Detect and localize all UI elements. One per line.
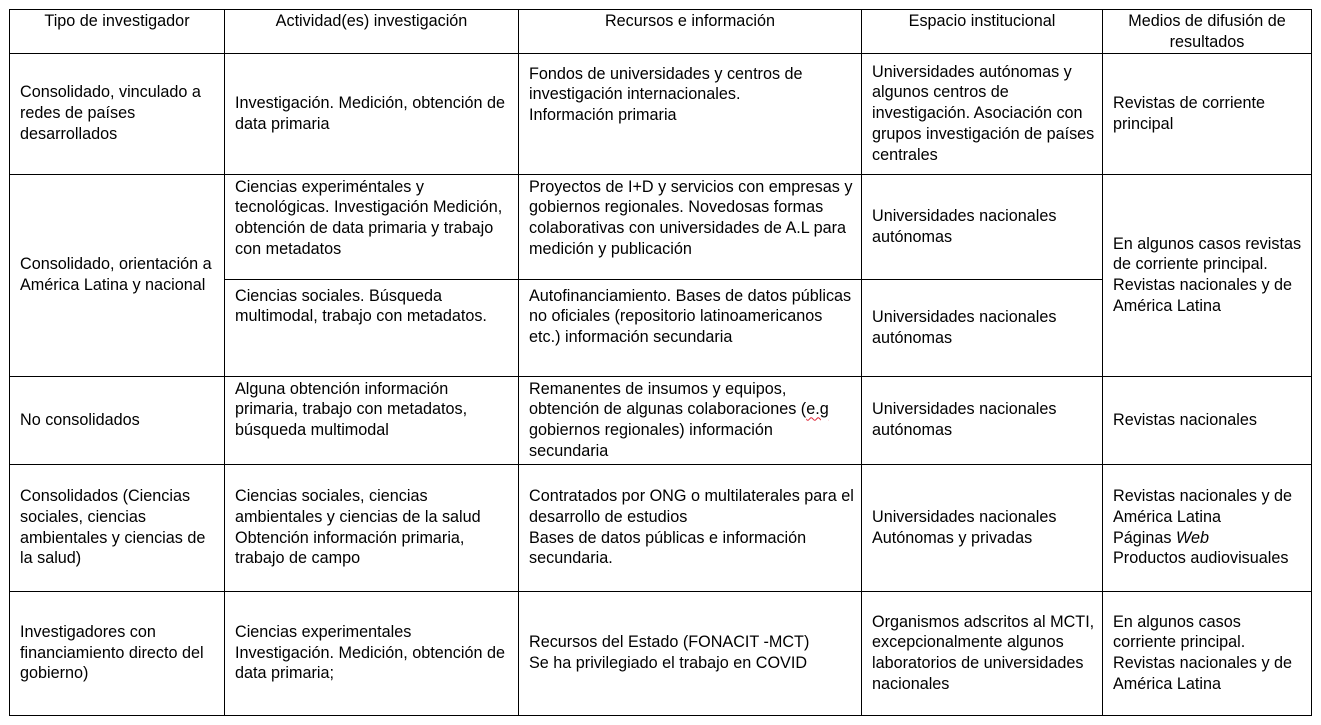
cell-actividad-experimentales: Ciencias experiméntales y tecnológicas. Investigación Medición, obtención de data primaria y trabajo con metadatos — [225, 174, 519, 279]
cell-espacio: Universidades nacionales autónomas — [862, 376, 1103, 464]
medios-web-label: Web — [1176, 528, 1209, 547]
cell-medios: En algunos casos corriente principal. Revistas nacionales y de América Latina — [1103, 591, 1312, 715]
recursos-text-post: gobiernos regionales) información secundaria — [529, 421, 773, 460]
cell-tipo: No consolidados — [10, 376, 225, 464]
cell-espacio: Universidades nacionales Autónomas y privadas — [862, 464, 1103, 591]
medios-paginas-label: Páginas — [1113, 528, 1176, 547]
cell-tipo: Consolidados (Ciencias sociales, ciencias ambientales y ciencias de la salud) — [10, 464, 225, 591]
cell-recursos-sociales: Autofinanciamiento. Bases de datos públicas no oficiales (repositorio latinoamericanos etc.) información secundaria — [519, 279, 862, 376]
cell-recursos — [519, 376, 862, 464]
table-row — [10, 464, 1312, 591]
table-row — [10, 591, 1312, 715]
table-row — [10, 53, 1312, 174]
table-row — [10, 376, 1312, 464]
medios-line-productos: Productos audiovisuales — [1113, 549, 1289, 568]
header-medios: Medios de difusión de resultados — [1103, 10, 1312, 54]
cell-recursos: Contratados por ONG o multilaterales para el desarrollo de estudios Bases de datos públicas e información secundaria. — [519, 464, 862, 591]
cell-medios: Revistas de corriente principal — [1103, 53, 1312, 174]
cell-recursos: Fondos de universidades y centros de investigación internacionales. Información primaria — [519, 53, 862, 174]
header-actividad: Actividad(es) investigación — [225, 10, 519, 54]
cell-recursos-experimentales: Proyectos de I+D y servicios con empresas y gobiernos regionales. Novedosas formas colaborativas con universidades de A.L para medición y publicación — [519, 174, 862, 279]
cell-medios — [1103, 464, 1312, 591]
cell-tipo: Consolidado, vinculado a redes de países desarrollados — [10, 53, 225, 174]
cell-medios: En algunos casos revistas de corriente principal. Revistas nacionales y de América Latina — [1103, 174, 1312, 376]
research-table — [9, 9, 1312, 716]
cell-actividad: Ciencias sociales, ciencias ambientales y ciencias de la salud Obtención información primaria, trabajo de campo — [225, 464, 519, 591]
medios-line-paginas — [1113, 528, 1305, 549]
medios-line-revistas: Revistas nacionales y de América Latina — [1113, 487, 1293, 526]
cell-tipo: Consolidado, orientación a América Latina y nacional — [10, 174, 225, 376]
cell-medios: Revistas nacionales — [1103, 376, 1312, 464]
recursos-text-pre: Remanentes de insumos y equipos, obtención de algunas colaboraciones ( — [529, 379, 807, 419]
header-row — [10, 10, 1312, 54]
cell-espacio-experimentales: Universidades nacionales autónomas — [862, 174, 1103, 279]
header-espacio: Espacio institucional — [862, 10, 1103, 54]
cell-actividad: Alguna obtención información primaria, trabajo con metadatos, búsqueda multimodal — [225, 376, 519, 464]
cell-actividad: Investigación. Medición, obtención de data primaria — [225, 53, 519, 174]
header-recursos: Recursos e información — [519, 10, 862, 54]
cell-espacio: Universidades autónomas y algunos centros de investigación. Asociación con grupos investigación de países centrales — [862, 53, 1103, 174]
table-row — [10, 174, 1312, 279]
cell-tipo: Investigadores con financiamiento directo del gobierno) — [10, 591, 225, 715]
cell-recursos: Recursos del Estado (FONACIT -MCT) Se ha privilegiado el trabajo en COVID — [519, 591, 862, 715]
header-tipo: Tipo de investigador — [10, 10, 225, 54]
cell-actividad: Ciencias experimentales Investigación. Medición, obtención de data primaria; — [225, 591, 519, 715]
cell-actividad-sociales: Ciencias sociales. Búsqueda multimodal, trabajo con metadatos. — [225, 279, 519, 376]
spellcheck-word: e.g — [806, 400, 829, 419]
cell-espacio: Organismos adscritos al MCTI, excepcionalmente algunos laboratorios de universidades nacionales — [862, 591, 1103, 715]
cell-espacio-sociales: Universidades nacionales autónomas — [862, 279, 1103, 376]
